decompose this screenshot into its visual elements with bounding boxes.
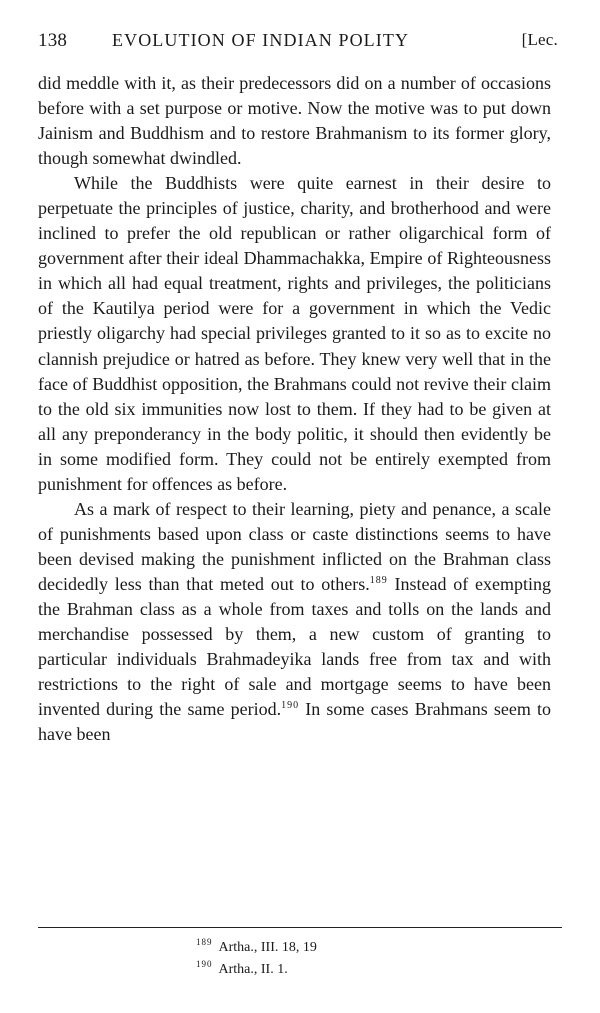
footnote-text: Artha., III. 18, 19 <box>218 940 317 955</box>
footnote-number: 190 <box>196 959 213 970</box>
paragraph-punishments <box>38 497 551 747</box>
paragraph-text: Instead of exempting the Brahman class as a whole from taxes and tolls on the lands and merchandise possessed by them, a new custom of granting to particular individuals Brahmadeyika lands free from tax and with restrictions to the right of sale and mortgage seems to have been invented during the same period. <box>38 573 551 720</box>
paragraph-text: In some cases Brahmans seem to have been <box>38 699 552 745</box>
lecture-marker: [Lec. <box>521 30 558 49</box>
footnote-reference: 190 <box>281 700 300 712</box>
footnotes <box>196 937 317 981</box>
footnote-text: Artha., II. 1. <box>218 962 288 977</box>
footnote <box>196 959 317 981</box>
paragraph-continuation: did meddle with it, as their predecessors did on a number of occasions before with a set purpose or motive. Now the motive was to put down Jainism and Buddhism and to restore Brahmanism to its former glory, though somewhat dwindled. <box>38 73 551 169</box>
page-header <box>38 30 558 56</box>
body-text <box>38 71 551 747</box>
paragraph-buddhists: While the Buddhists were quite earnest in their desire to perpetuate the principles of justice, charity, and brotherhood and were inclined to prefer the old republican or rather oligarchical form of government after their ideal Dhammachakka, Empire of Righteousness in which all had equal treatment, rights and privileges, the politicians of the Kautilya period were for a government in which the Vedic priestly oligarchy had special privileges granted to it so as to excite no clannish prejudice or hatred as before. They knew very well that in the face of Buddhist opposition, the Brahmans could not revive their claim to the old six immunities now lost to them. If they had to be given at all any preponderancy in the body politic, it should then evidently be in some modified form. They could not be entirely exempted from punishment for offences as before. <box>38 173 551 494</box>
footnote-number: 189 <box>196 937 213 948</box>
footnote-reference: 189 <box>369 574 388 586</box>
paragraph-text: As a mark of respect to their learning, piety and penance, a scale of punishments based upon class or caste distinctions seems to have been devised making the punishment inflicted on the Brahman class decidedly less than that meted out to others. <box>38 498 551 594</box>
running-title: EVOLUTION OF INDIAN POLITY <box>112 30 410 50</box>
footnote-divider <box>38 927 562 928</box>
footnote <box>196 937 317 959</box>
page-number: 138 <box>38 30 68 51</box>
